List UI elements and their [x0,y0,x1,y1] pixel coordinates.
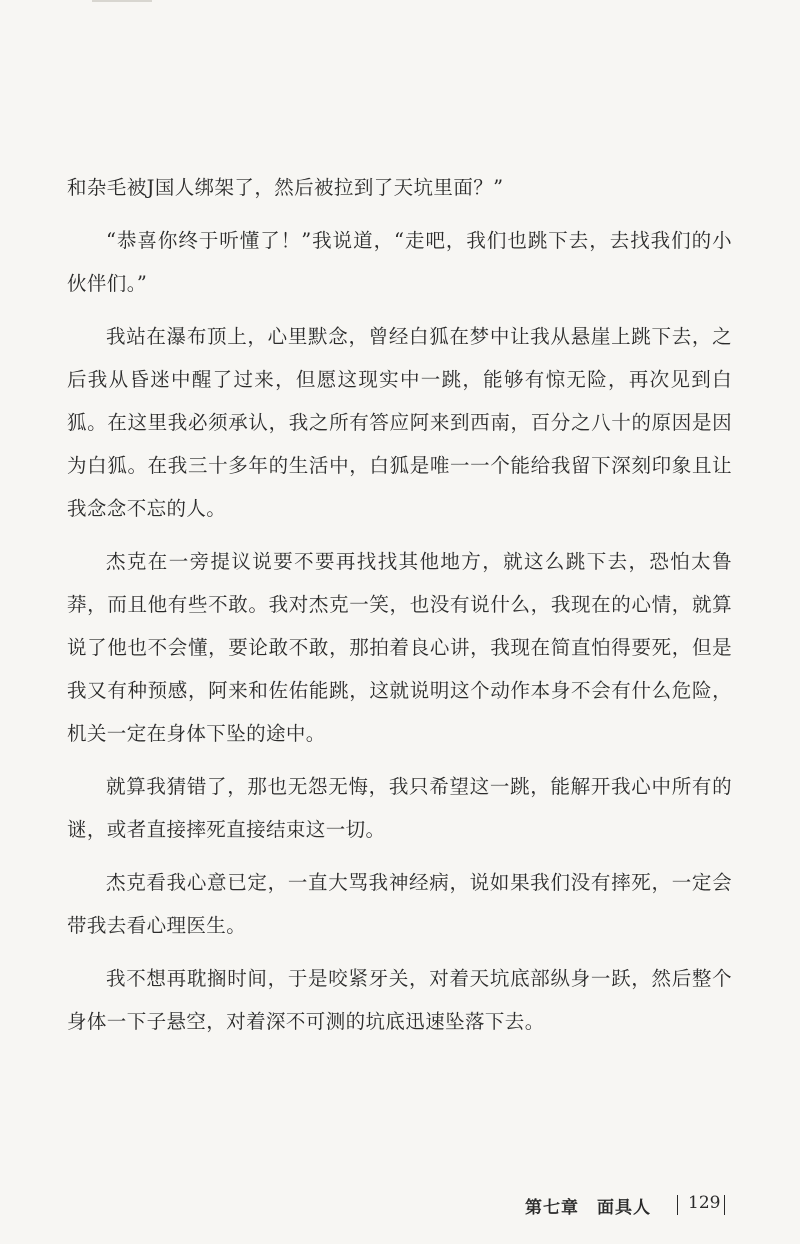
page-footer [0,1193,800,1223]
paragraph-4: 杰克在一旁提议说要不要再找找其他地方，就这么跳下去，恐怕太鲁莽，而且他有些不敢。我对杰克一笑，也没有说什么，我现在的心情，就算说了他也不会懂，要论敢不敢，那拍着良心讲，我现在简直怕得要死，但是我又有种预感，阿来和佐佑能跳，这就说明这个动作本身不会有什么危险，机关一定在身体下坠的途中。 [67,550,732,745]
running-footer-chapter: 第七章 面具人 [525,1198,651,1218]
paragraph-1: 和杂毛被J国人绑架了，然后被拉到了天坑里面？” [67,176,504,199]
paragraph-2: “恭喜你终于听懂了！”我说道，“走吧，我们也跳下去，去找我们的小伙伴们。” [67,229,732,295]
scan-edge-mark [92,0,152,2]
footer-divider-left [677,1195,678,1215]
paragraph-5: 就算我猜错了，那也无怨无悔，我只希望这一跳，能解开我心中所有的谜，或者直接摔死直接结束这一切。 [67,775,732,841]
footer-divider-right [724,1195,725,1215]
body-text [67,166,732,1053]
paragraph-7: 我不想再耽搁时间，于是咬紧牙关，对着天坑底部纵身一跃，然后整个身体一下子悬空，对着深不可测的坑底迅速坠落下去。 [67,967,732,1033]
page-number: 129 [688,1193,721,1213]
paragraph-3: 我站在瀑布顶上，心里默念，曾经白狐在梦中让我从悬崖上跳下去，之后我从昏迷中醒了过来，但愿这现实中一跳，能够有惊无险，再次见到白狐。在这里我必须承认，我之所有答应阿来到西南，百分之八十的原因是因为白狐。在我三十多年的生活中，白狐是唯一一个能给我留下深刻印象且让我念念不忘的人。 [67,325,732,520]
paragraph-6: 杰克看我心意已定，一直大骂我神经病，说如果我们没有摔死，一定会带我去看心理医生。 [67,871,732,937]
